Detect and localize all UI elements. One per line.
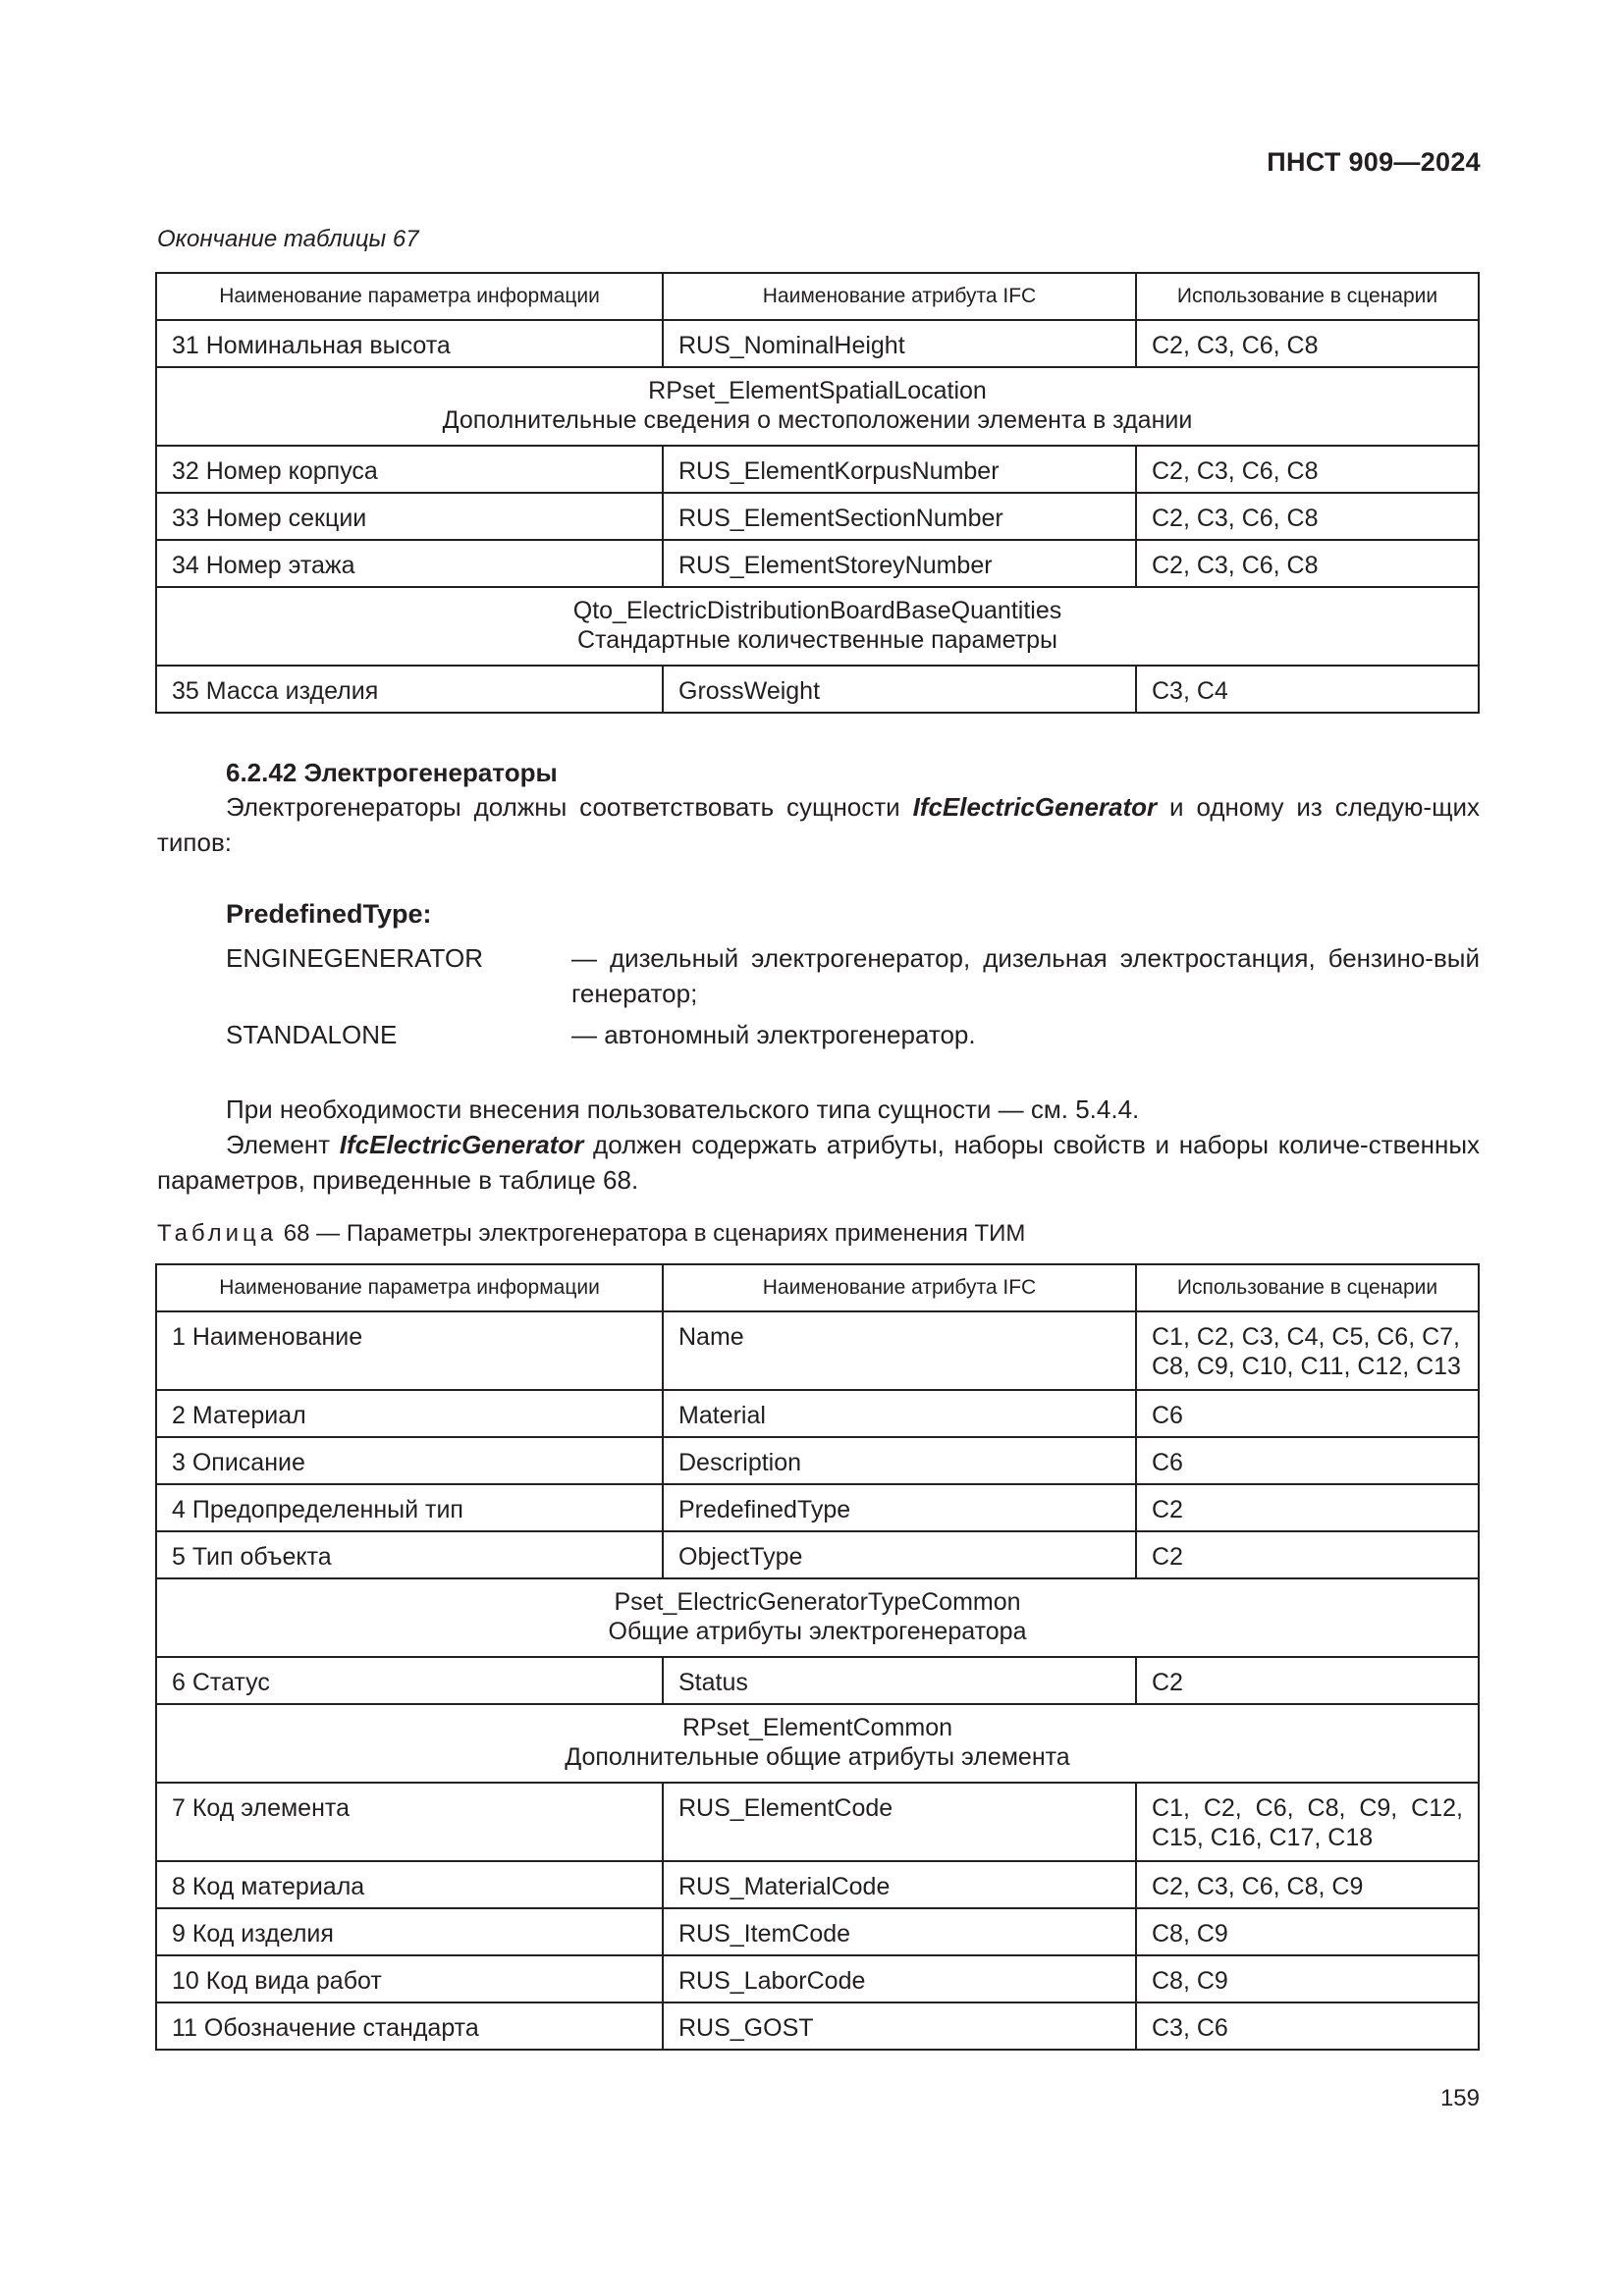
page-number: 159 [1439,2085,1480,2111]
usage-cell: C6 [1136,1437,1479,1484]
section-name: Pset_ElectricGeneratorTypeCommon [614,1588,1021,1616]
usage-cell: C3, C4 [1136,666,1479,713]
type-name: ENGINEGENERATOR [226,943,483,973]
attr-cell: RUS_MaterialCode [663,1861,1136,1908]
param-cell: 4 Предопределенный тип [156,1484,663,1531]
element-paragraph [157,1127,1480,1198]
intro-text-before: Электрогенераторы должны соответствовать сущности [226,792,913,822]
param-cell: 7 Код элемента [156,1783,663,1861]
param-cell: 8 Код материала [156,1861,663,1908]
type-description: — дизельный электрогенератор, дизельная электростанция, бензино-вый генератор; [571,943,1480,1008]
param-cell: 1 Наименование [156,1311,663,1390]
column-header-usage: Использование в сценарии [1136,1264,1479,1311]
section-heading: 6.2.42 Электрогенераторы [226,758,558,787]
table-row [156,1861,1479,1908]
section-description: Дополнительные сведения о местоположении элемента в здании [442,406,1193,434]
attr-cell: RUS_LaborCode [663,1955,1136,2002]
attr-cell: GrossWeight [663,666,1136,713]
usage-cell: C2, C3, C6, C8, C9 [1136,1861,1479,1908]
attr-cell: Status [663,1657,1136,1704]
usage-cell: C2 [1136,1657,1479,1704]
table-row [156,1783,1479,1861]
attr-cell: RUS_ElementCode [663,1783,1136,1861]
section-name: RPset_ElementCommon [681,1714,953,1741]
table-header-row [156,273,1479,320]
table-caption-label: Таблица [157,1220,278,1247]
param-cell: 2 Материал [156,1390,663,1437]
usage-cell: C6 [1136,1390,1479,1437]
usage-cell: C2, C3, C6, C8 [1136,320,1479,367]
column-header-attr: Наименование атрибута IFC [663,1264,1136,1311]
column-header-attr: Наименование атрибута IFC [663,273,1136,320]
section-description: Общие атрибуты электрогенератора [608,1618,1027,1645]
type-description: — автономный электрогенератор. [571,1020,976,1049]
attr-cell: ObjectType [663,1531,1136,1578]
column-header-param: Наименование параметра информации [156,1264,663,1311]
intro-paragraph [157,789,1480,860]
param-cell: 11 Обозначение стандарта [156,2002,663,2050]
table-row [156,1908,1479,1955]
usage-cell: C2, C3, C6, C8 [1136,540,1479,587]
param-cell: 35 Масса изделия [156,666,663,713]
table-67 [155,272,1480,714]
section-description: Стандартные количественные параметры [576,626,1058,654]
attr-cell: RUS_GOST [663,2002,1136,2050]
column-header-param: Наименование параметра информации [156,273,663,320]
element-text-before: Элемент [226,1130,340,1159]
table-row [156,446,1479,493]
table-row [156,666,1479,713]
table-caption-title: 68 — Параметры электрогенератора в сценариях применения ТИМ [283,1220,1026,1247]
attr-cell: RUS_ElementStoreyNumber [663,540,1136,587]
section-row [156,367,1479,446]
param-cell: 9 Код изделия [156,1908,663,1955]
usage-cell: C3, C6 [1136,2002,1479,2050]
document-code: ПНСТ 909—2024 [1267,147,1481,177]
continuation-label: Окончание таблицы 67 [157,226,419,252]
intro-text-after: и одному из следую-щих типов: [157,792,1480,857]
element-text-after: должен содержать атрибуты, наборы свойств и наборы количе-ственных параметров, приведенные в таблице 68. [157,1130,1481,1195]
entity-name: IfcElectricGenerator [912,792,1158,822]
usage-cell: C2 [1136,1484,1479,1531]
table-row [156,1484,1479,1531]
attr-cell: Material [663,1390,1136,1437]
param-cell: 34 Номер этажа [156,540,663,587]
usage-cell: C1, C2, C3, C4, C5, C6, C7, C8, C9, C10, C11, C12, C13 [1136,1311,1479,1390]
note-paragraph [157,1092,1480,1127]
section-cell [156,367,1479,446]
usage-cell: C8, C9 [1136,1908,1479,1955]
table-caption [157,1220,1025,1248]
table-row [156,1657,1479,1704]
column-header-usage: Использование в сценарии [1136,273,1479,320]
attr-cell: RUS_NominalHeight [663,320,1136,367]
attr-cell: Name [663,1311,1136,1390]
table-row [156,1390,1479,1437]
section-cell [156,1704,1479,1783]
attr-cell: RUS_ItemCode [663,1908,1136,1955]
table-row [156,1955,1479,2002]
param-cell: 31 Номинальная высота [156,320,663,367]
predefined-type-heading: PredefinedType: [226,899,432,929]
table-row [156,493,1479,540]
type-name: STANDALONE [226,1020,398,1049]
attr-cell: RUS_ElementSectionNumber [663,493,1136,540]
table-row [156,1311,1479,1390]
param-cell: 5 Тип объекта [156,1531,663,1578]
table-header-row [156,1264,1479,1311]
table-row [156,540,1479,587]
section-description: Дополнительные общие атрибуты элемента [565,1743,1070,1771]
usage-cell: C2, C3, C6, C8 [1136,446,1479,493]
section-row [156,1578,1479,1657]
section-name: Qto_ElectricDistributionBoardBaseQuantities [572,597,1062,624]
entity-name: IfcElectricGenerator [339,1130,584,1159]
section-name: RPset_ElementSpatialLocation [648,377,987,404]
table-row [156,320,1479,367]
table-68 [155,1263,1480,2051]
note-text: При необходимости внесения пользовательского типа сущности — см. 5.4.4. [226,1095,1140,1124]
usage-cell: C1, C2, C6, C8, C9, C12, C15, C16, C17, C18 [1136,1783,1479,1861]
param-cell: 10 Код вида работ [156,1955,663,2002]
section-row [156,1704,1479,1783]
param-cell: 33 Номер секции [156,493,663,540]
section-row [156,587,1479,666]
param-cell: 32 Номер корпуса [156,446,663,493]
usage-cell: C8, C9 [1136,1955,1479,2002]
section-cell [156,587,1479,666]
table-row [156,2002,1479,2050]
param-cell: 3 Описание [156,1437,663,1484]
param-cell: 6 Статус [156,1657,663,1704]
table-row [156,1531,1479,1578]
usage-cell: C2 [1136,1531,1479,1578]
section-cell [156,1578,1479,1657]
table-row [156,1437,1479,1484]
attr-cell: PredefinedType [663,1484,1136,1531]
attr-cell: RUS_ElementKorpusNumber [663,446,1136,493]
attr-cell: Description [663,1437,1136,1484]
usage-cell: C2, C3, C6, C8 [1136,493,1479,540]
